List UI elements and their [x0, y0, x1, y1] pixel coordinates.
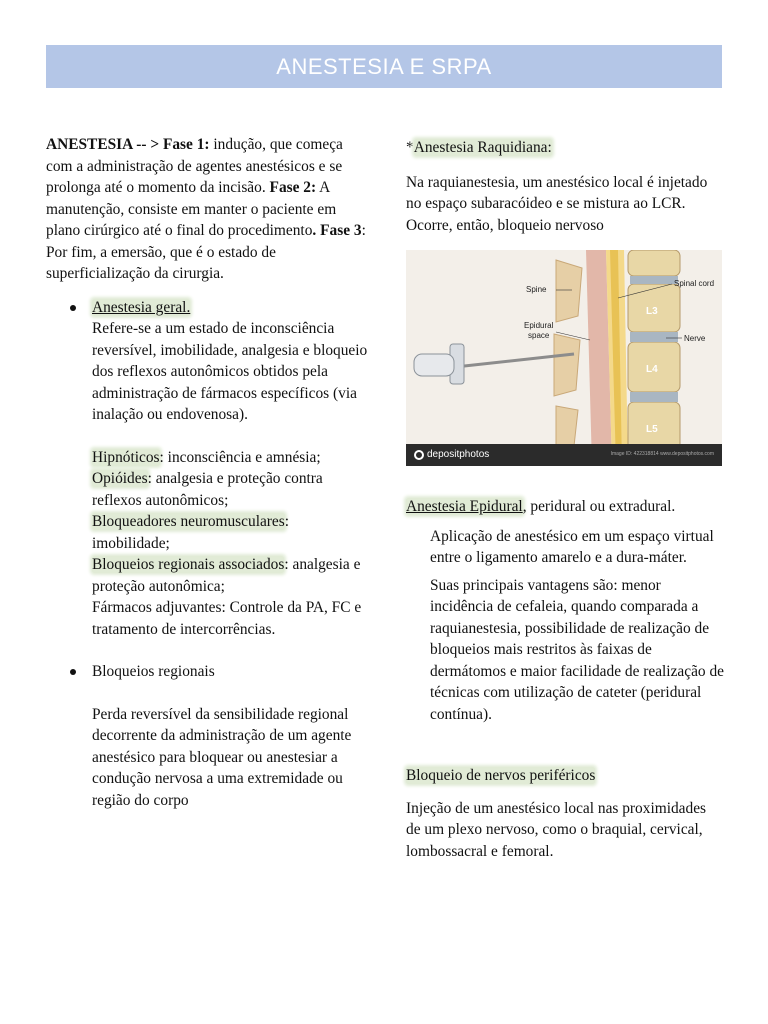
label-l4: L4: [646, 364, 658, 375]
spine-diagram: [406, 250, 722, 466]
epidural-paragraph-2: Suas principais vantagens são: menor incidência de cefaleia, quando comparada a raquianestesia, possibilidade de realização de bloqueios mais restritos às faixas de dermátomos e maior facilidade de realização de técnicas com utilização de cateter (peridural contínua).: [430, 576, 724, 723]
label-l3: L3: [646, 306, 658, 317]
raqui-heading: *Anestesia Raquidiana:: [406, 139, 552, 156]
list-item-bloqueios-regionais: [46, 661, 368, 811]
adjuvantes-item: Fármacos adjuvantes: Controle da PA, FC e tratamento de intercorrências.: [92, 599, 362, 638]
image-id: Image ID: 422318814 www.depositphotos.com: [610, 451, 714, 458]
perifericos-description: Injeção de um anestésico local nas proximidades de um plexo nervoso, como o braquial, cervical, lombossacral e femoral.: [406, 799, 707, 860]
label-nerve: Nerve: [684, 334, 706, 343]
depositphotos-logo: depositphotos: [406, 444, 489, 466]
anestesia-geral-description: Refere-se a um estado de inconsciência reversível, imobilidade, analgesia e bloqueio dos reflexos autonômicos obtidos pela administração de fármacos específicos (via inalação ou endovenosa).: [92, 320, 368, 423]
fase1-text: indução, que começa com a administração de agentes anestésicos e se prolonga até o momento da incisão.: [46, 136, 343, 196]
camera-icon: [414, 450, 424, 460]
spine-illustration: [406, 250, 722, 466]
label-spine: Spine: [526, 285, 547, 294]
left-column: [46, 134, 368, 811]
page-title: ANESTESIA E SRPA: [276, 53, 492, 79]
fase3-label: . Fase 3: [312, 222, 362, 239]
opioides-label: Opióides: [92, 470, 148, 487]
epidural-heading: Anestesia Epidural, peridural ou extradural.: [406, 498, 676, 515]
page-title-banner: [46, 45, 722, 88]
perifericos-title: Bloqueio de nervos periféricos: [406, 767, 596, 784]
bloqueadores-item: Bloqueadores neuromusculares: imobilidade;: [92, 513, 290, 552]
perifericos-heading: [406, 765, 724, 787]
hipnoticos-label: Hipnóticos: [92, 448, 160, 466]
bullet-icon: [70, 305, 76, 311]
drug-classes: [46, 447, 368, 641]
epidural-paragraph-1: Aplicação de anestésico em um espaço virtual entre o ligamento amarelo e a dura-máter.: [430, 527, 714, 566]
bloqueios-regionais-description: Perda reversível da sensibilidade regional decorrente da administração de um agente anestésico para bloquear ou anestesiar a condução nervosa a uma extremidade ou região do corpo: [92, 705, 352, 809]
fase2-label: Fase 2:: [269, 179, 317, 196]
bloqueios-regionais-title: Bloqueios regionais: [92, 663, 215, 680]
bloqueadores-label: Bloqueadores neuromusculares: [92, 513, 285, 530]
bullet-icon: [70, 669, 76, 675]
bloqueios-associados-item: Bloqueios regionais associados: analgesia e proteção autonômica;: [92, 556, 361, 595]
opioides-item: Opióides: analgesia e proteção contra reflexos autonômicos;: [92, 470, 323, 509]
fase3-text: : Por fim, a emersão, que é o estado de superficialização da cirurgia.: [46, 222, 366, 282]
anestesia-fase1-label: ANESTESIA -- > Fase 1:: [46, 136, 210, 153]
raqui-description: Na raquianestesia, um anestésico local é injetado no espaço subaracóideo e se mistura ao LCR. Ocorre, então, bloqueio nervoso: [406, 173, 708, 234]
epidural-title: Anestesia Epidural: [406, 498, 523, 515]
hipnoticos-item: Hipnóticos: inconsciência e amnésia;: [92, 448, 321, 466]
intro-paragraph: [46, 134, 368, 285]
label-epidural-2: space: [528, 331, 550, 340]
label-l5: L5: [646, 424, 658, 435]
raqui-title: Anestesia Raquidiana:: [413, 139, 552, 156]
bloqueios-associados-label: Bloqueios regionais associados: [92, 556, 285, 573]
anestesia-geral-title: Anestesia geral.: [92, 298, 191, 316]
label-epidural-1: Epidural: [524, 321, 554, 330]
list-item-anestesia-geral: [46, 297, 368, 426]
watermark-bar: [406, 444, 722, 466]
label-spinal-cord: Spinal cord: [674, 279, 715, 288]
right-column: [406, 137, 724, 862]
fase2-text: A manutenção, consiste em manter o paciente em plano cirúrgico até o final do procedimento: [46, 179, 337, 239]
